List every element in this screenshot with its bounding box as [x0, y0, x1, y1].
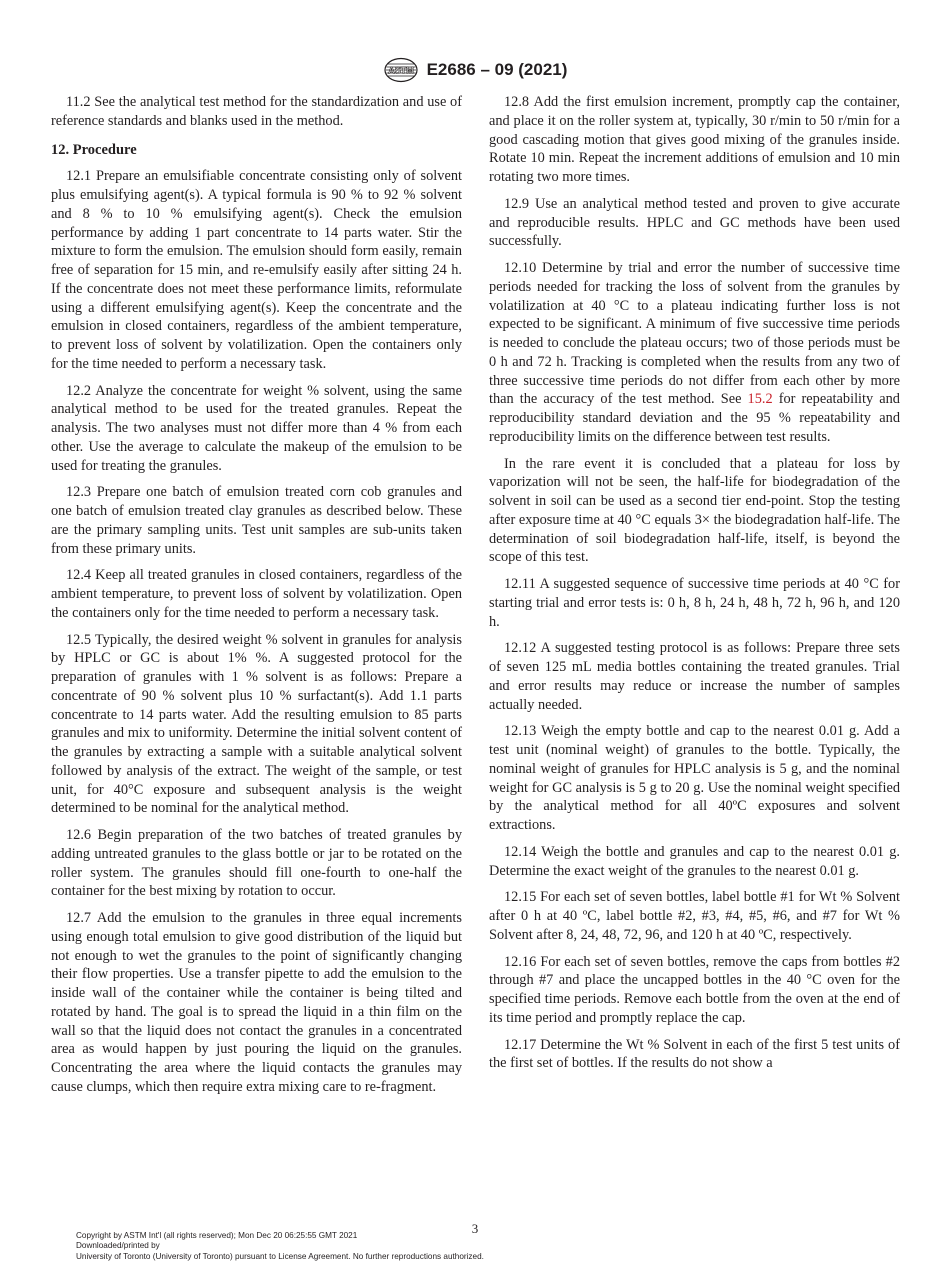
footer-downloaded-line: Downloaded/printed by [76, 1241, 160, 1251]
paragraph-12-1: 12.1 Prepare an emulsifiable concentrate consisting only of solvent plus emulsifying agent(s). A typical formula is 90 % to 92 % solvent and 8 % to 10 % emulsifying agent(s). Check the emulsion performance by adding 1 part concentrate to 14 parts water. Stir the mixture to form the emulsion. The emulsion should form easily, remain free of separation for 15 min, and re-emulsify easily after sitting 24 h. If the concentrate does not meet these performance limits, reformulate using a different emulsifying agent(s). Keep the concentrate and the emulsion in closed containers, regardless of the ambient temperature, to prevent loss of solvent by volatilization. Open the containers only for the time needed to perform a necessary task. [51, 168, 462, 372]
paragraph-12-4: 12.4 Keep all treated granules in closed containers, regardless of the ambient temperature, to prevent loss of solvent by volatilization. Open the containers only for the time needed to perform a necessary task. [51, 567, 462, 621]
paragraph-12-14: 12.14 Weigh the bottle and granules and cap to the nearest 0.01 g. Determine the exact weight of the granules to the nearest 0.01 g. [489, 843, 900, 879]
paragraph-12-10-text: 12.10 Determine by trial and error the number of successive time periods needed for tracking the loss of solvent from the granules by volatilization at 40 °C to a plateau indicating further loss is not expected to be significant. A minimum of five successive time periods is needed to conclude the plateau occurs; two of those periods must be 0 h and 72 h. Tracking is completed when the results from any two of three successive time periods do not differ from each other by more than the accuracy of the test method. See [489, 260, 900, 408]
paragraph-12-15: 12.15 For each set of seven bottles, label bottle #1 for Wt % Solvent after 0 h at 40 ºC, label bottle #2, #3, #4, #5, #6, and #7 for Wt % Solvent after 8, 24, 48, 72, 96, and 120 h at 40 ºC, respectively. [489, 889, 900, 943]
footer-copyright-line: Copyright by ASTM Int'l (all rights reserved); Mon Dec 20 06:25:55 GMT 2021 [76, 1231, 358, 1240]
left-column [51, 93, 462, 1105]
paragraph-12-11: 12.11 A suggested sequence of successive time periods at 40 °C for starting trial and error tests is: 0 h, 8 h, 24 h, 48 h, 72 h, 96 h, and 120 h. [489, 576, 900, 630]
section-title-procedure: 12. Procedure [51, 141, 137, 158]
paragraph-12-10 [489, 259, 900, 447]
paragraph-12-6: 12.6 Begin preparation of the two batches of treated granules by adding untreated granules to the glass bottle or jar to be rotated on the roller system. The granules should fill one-fourth to one-half the container for the best mixing by rotation to occur. [51, 827, 462, 900]
paragraph-12-10-text-end: for repeatability and reproducibility standard deviation and the 95 % repeatability and reproducibility limits on the difference between test results. [489, 391, 900, 445]
paragraph-12-3: 12.3 Prepare one batch of emulsion treated corn cob granules and one batch of emulsion treated clay granules as described below. These are the primary sampling units. Test unit samples are sub-units taken from these primary units. [51, 484, 462, 557]
paragraph-12-12: 12.12 A suggested testing protocol is as follows: Prepare three sets of seven 125 mL media bottles containing the treated granules. Trial and error results may reduce or increase the number of samples actually needed. [489, 640, 900, 713]
paragraph-12-8: 12.8 Add the first emulsion increment, promptly cap the container, and place it on the roller system at, typically, 30 r/min to 50 r/min for a good cascading motion that gives good mixing of the granules inside. Rotate 10 min. Repeat the increment additions of emulsion and 10 min rotating two more times. [489, 94, 900, 185]
paragraph-rare-event: In the rare event it is concluded that a plateau for loss by vaporization will not be seen, the half-life for biodegradation of the solvent in soil can be used as a second tier end-point. Stop the testing after exposure time at 40 °C equals 3× the biodegradation half-life. The determination of soil biodegradation half-life, itself, is beyond the scope of this test. [489, 455, 900, 566]
page-number: 3 [471, 1221, 479, 1236]
right-column [489, 93, 900, 1081]
footer-license-line: University of Toronto (University of Toronto) pursuant to License Agreement. No further reproductions authorized. [76, 1251, 484, 1261]
svg-text:ASTM: ASTM [387, 65, 414, 76]
paragraph-12-16: 12.16 For each set of seven bottles, remove the caps from bottles #2 through #7 and place the uncapped bottles in the 40 °C oven for the specified time periods. Remove each bottle from the oven at the end of its time period and promptly replace the cap. [489, 953, 900, 1026]
page-header [0, 56, 950, 84]
paragraph-12-13: 12.13 Weigh the empty bottle and cap to the nearest 0.01 g. Add a test unit (nominal weight) of granules to the bottle. Typically, the nominal weight of granules for HPLC analysis is 5 g, and the nominal weight for GC analysis is 5 g to 20 g. Use the nominal weight specified by the analytical method for all 40ºC exposures and solvent extractions. [489, 723, 900, 833]
paragraph-12-7: 12.7 Add the emulsion to the granules in three equal increments using enough total emulsion to give good distribution of the liquid but not enough to wet the granules to the point of significantly changing their flow properties. Use a transfer pipette to add the emulsion to the inside wall of the container while the container is being tilted and rotated by hand. The goal is to spread the liquid in a thin film on the wall so that the liquid does not contact the granules in a concentrated area as would happen by just pouring the liquid on the granules. Concentrating the area where the liquid contacts the granules may cause clumps, which then require extra mixing care to re-fragment. [51, 910, 462, 1095]
paragraph-12-2: 12.2 Analyze the concentrate for weight % solvent, using the same analytical method to be used for the treated granules. Repeat the analysis. The two analyses must not differ more than 4 % from each other. Use the average to calculate the makeup of the emulsion to be used for treating the granules. [51, 382, 462, 474]
paragraph-12-9: 12.9 Use an analytical method tested and proven to give accurate and reproducible results. HPLC and GC methods have been used successfully. [489, 195, 900, 250]
astm-logo-icon [383, 57, 419, 83]
copyright-footer [76, 1231, 776, 1262]
paragraph-12-17: 12.17 Determine the Wt % Solvent in each of the first 5 test units of the first set of bottles. If the results do not show a [489, 1036, 900, 1072]
section-15-2-link[interactable]: 15.2 [747, 391, 773, 408]
paragraph-12-5: 12.5 Typically, the desired weight % solvent in granules for analysis by HPLC or GC is about 1% %. A suggested protocol for the preparation of granules with 1 % solvent is as follows: Prepare a concentrate of 90 % solvent plus 10 % surfactant(s). Add 1.1 parts concentrate to 14 parts water. Add the resulting emulsion to 85 parts granules and mix to uniformity. Determine the initial solvent content of the granules by extracting a sample with a suitable analytical solvent followed by analysis of the extract. The weight of the sample, or test unit, for 40°C exposure and subsequent analysis is the weight determined to be nominal for the analytical method. [51, 631, 462, 817]
standard-designation: E2686 – 09 (2021) [426, 60, 568, 79]
paragraph-11-2: 11.2 See the analytical test method for the standardization and use of reference standards and blanks used in the method. [51, 94, 462, 129]
